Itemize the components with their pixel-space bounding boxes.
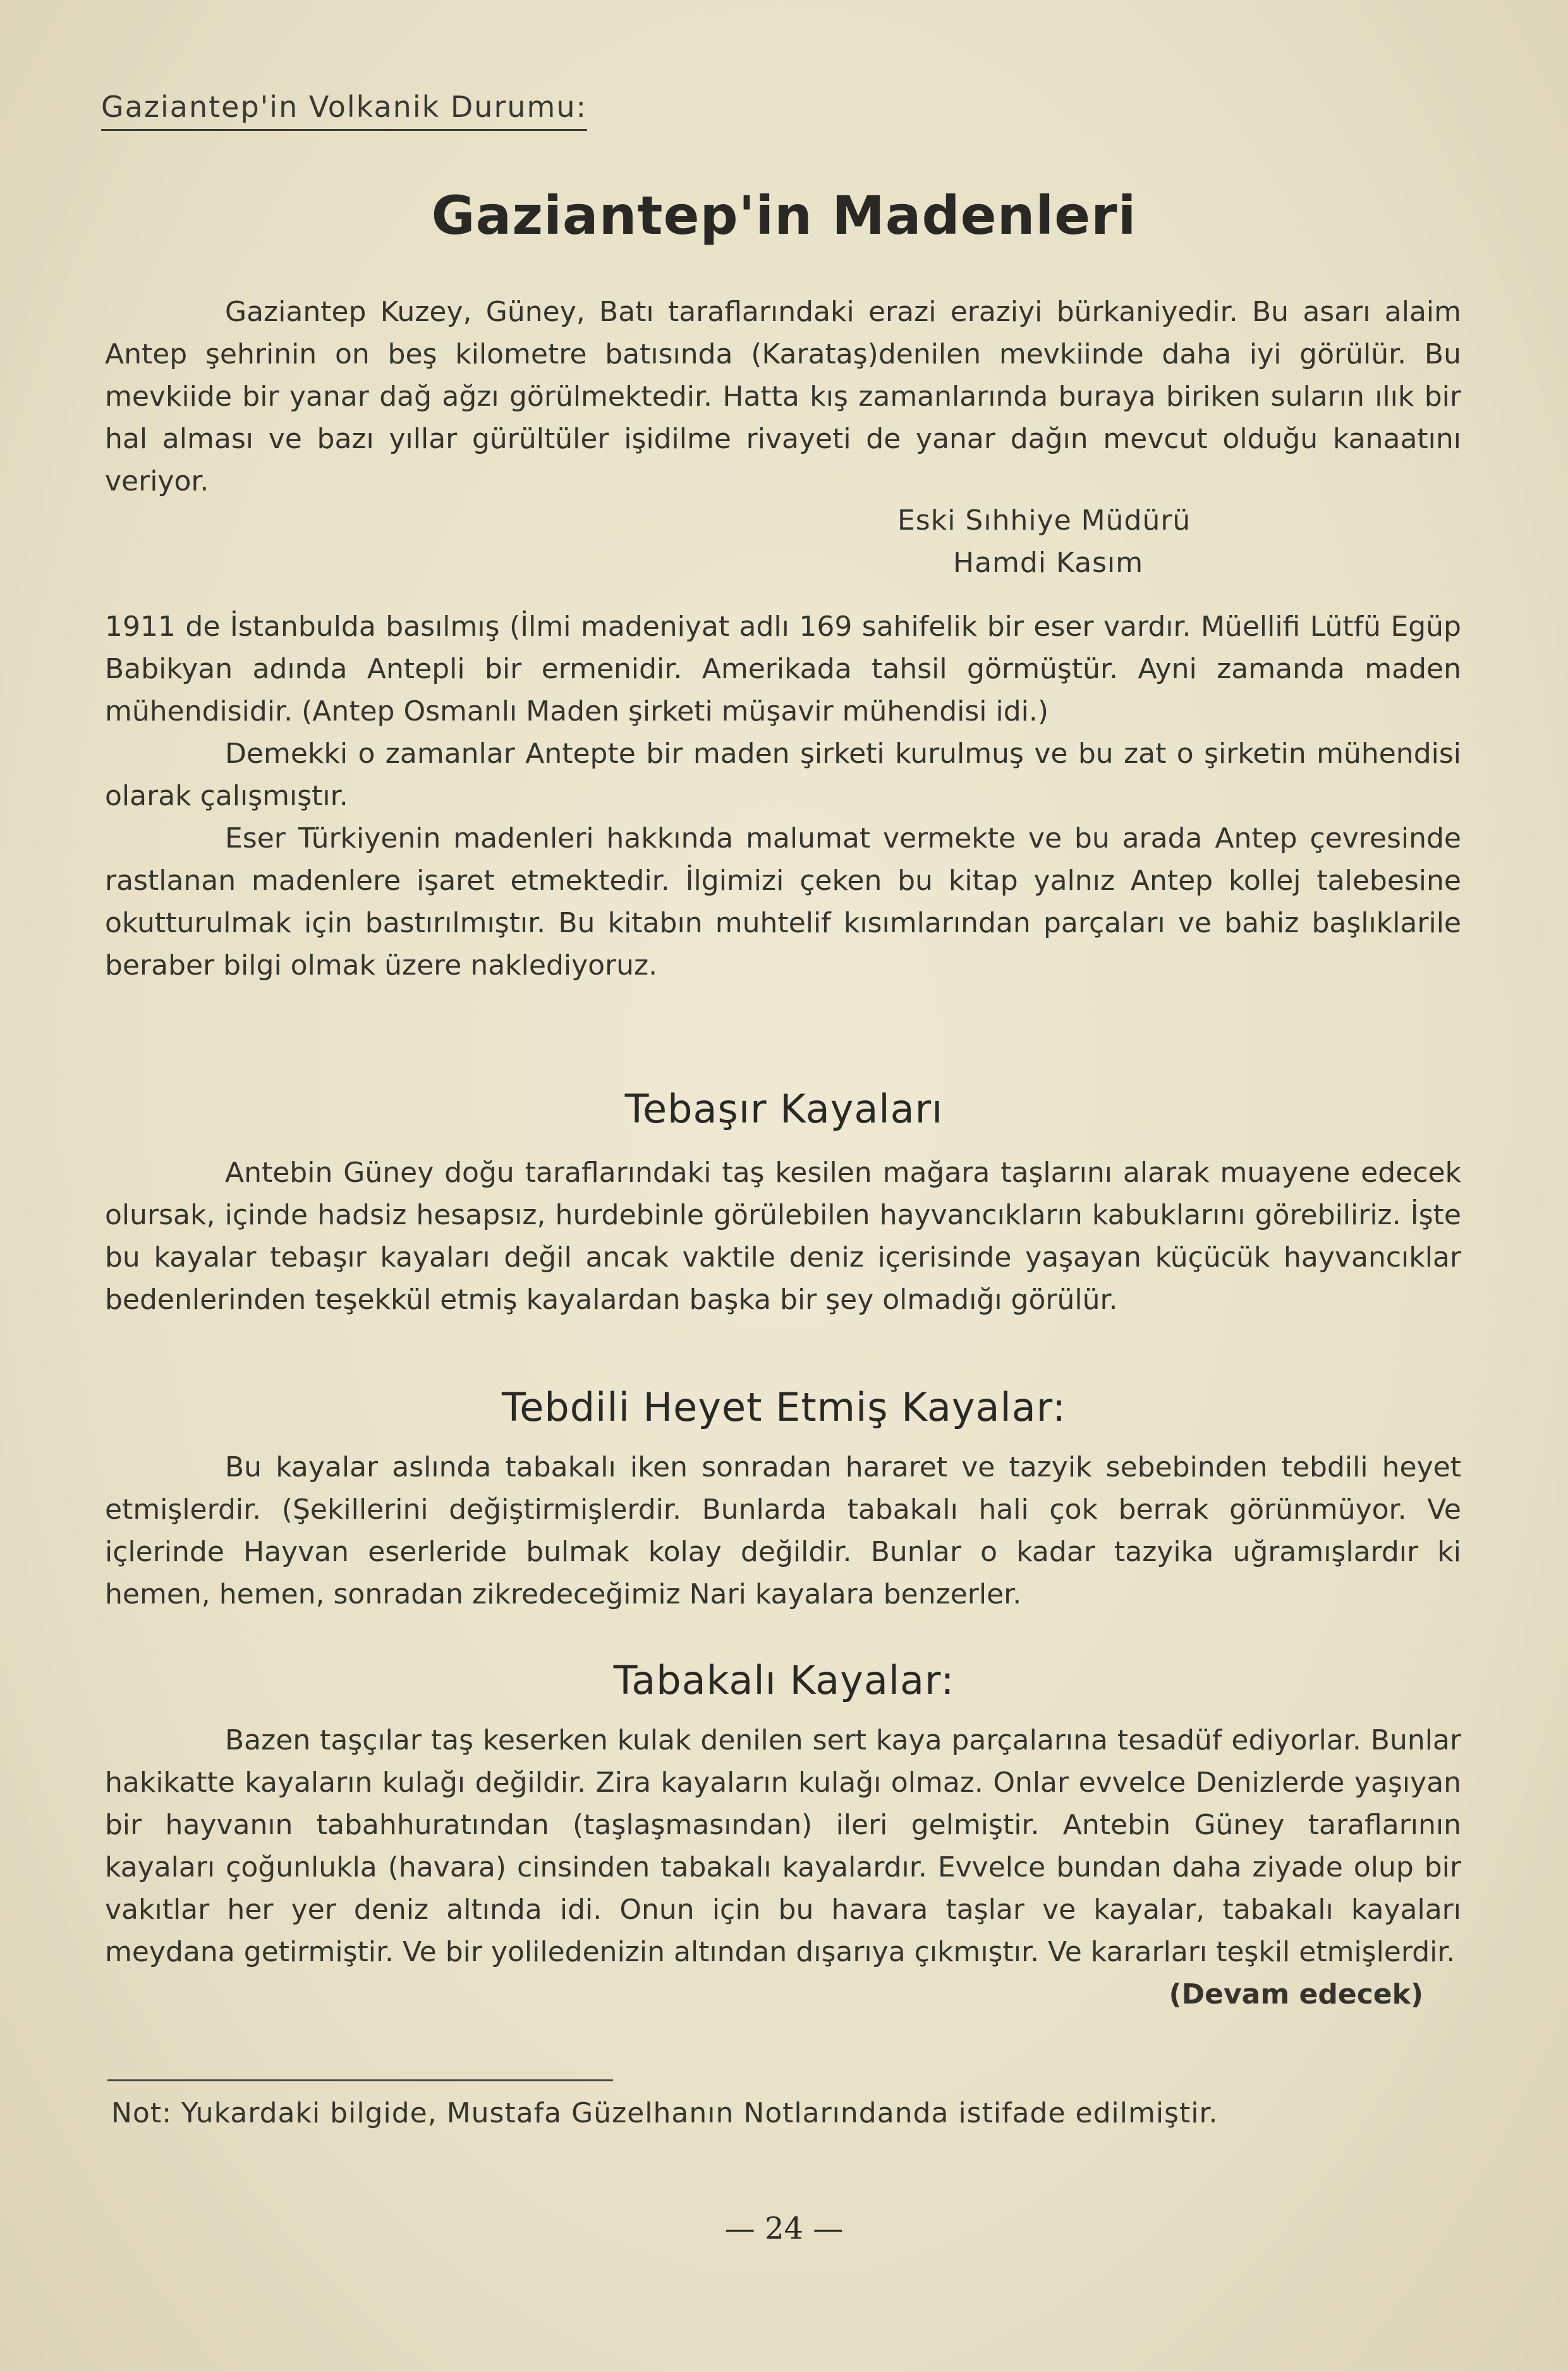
section-heading-tebdili-heyet: Tebdili Heyet Etmiş Kayalar: bbox=[501, 1384, 1067, 1430]
section-text-block bbox=[105, 1152, 1461, 1321]
section-text-block bbox=[105, 1719, 1461, 2016]
signature-name: Hamdi Kasım bbox=[953, 547, 1144, 579]
article-title: Gaziantep'in Madenleri bbox=[431, 185, 1137, 246]
running-head: Gaziantep'in Volkanik Durumu: bbox=[101, 90, 587, 131]
intro-paragraph: Gaziantep Kuzey, Güney, Batı taraflarındaki erazi eraziyi bürkaniyedir. Bu asarı alaim Antep şehrinin on beş kilometre batısında (Karataş)denilen mevkiinde daha iyi görülür. Bu mevkiide bir yanar dağ ağzı görülmektedir. Hatta kış zamanlarında buraya biriken suların ılık bir hal alması ve bazı yıllar gürültüler işidilme rivayeti de yanar dağın mevcut olduğu kanaatını veriyor. bbox=[105, 296, 1461, 497]
book-paragraph: Demekki o zamanlar Antepte bir maden şirketi kurulmuş ve bu zat o şirketin mühendisi olarak çalışmıştır. bbox=[105, 738, 1461, 812]
section-text-tabakali bbox=[105, 1719, 1461, 2010]
section-text-block bbox=[105, 1446, 1461, 1615]
footnote-divider bbox=[107, 2079, 613, 2081]
section-heading-tebasir: Tebaşır Kayaları bbox=[624, 1086, 944, 1132]
page-number: — 24 — bbox=[724, 2211, 844, 2246]
section-text-tebasir: Antebin Güney doğu taraflarındaki taş kesilen mağara taşlarını alarak muayene edecek olursak, içinde hadsiz hesapsız, hurdebinle görülebilen hayvancıkların kabuklarını görebiliriz. İşte bu kayalar tebaşır kayaları değil ancak vaktile deniz içerisinde yaşayan küçücük hayvancıklar bedenlerinden teşekkül etmiş kayalardan başka bir şey olmadığı görülür. bbox=[105, 1157, 1461, 1316]
book-paragraph: 1911 de İstanbulda basılmış (İlmi madeniyat adlı 169 sahifelik bir eser vardır. Müellifi Lütfü Egüp Babikyan adında Antepli bir ermenidir. Amerikada tahsil görmüştür. Ayni zamanda maden mühendisidir. (Antep Osmanlı Maden şirketi müşavir mühendisi idi.) bbox=[105, 611, 1461, 727]
book-paragraphs-block bbox=[105, 605, 1461, 987]
continued-note: (Devam edecek) bbox=[1169, 1978, 1423, 2010]
footnote: Not: Yukardaki bilgide, Mustafa Güzelhanın Notlarındanda istifade edilmiştir. bbox=[111, 2097, 1219, 2129]
book-paragraph: Eser Türkiyenin madenleri hakkında malumat vermekte ve bu arada Antep çevresinde rastlanan madenlere işaret etmektedir. İlgimizi çeken bu kitap yalnız Antep kollej talebesine okutturulmak için bastırılmıştır. Bu kitabın muhtelif kısımlarından parçaları ve bahiz başlıklarile beraber bilgi olmak üzere naklediyoruz. bbox=[105, 822, 1461, 982]
signature-title: Eski Sıhhiye Müdürü bbox=[897, 504, 1191, 537]
section-heading-tabakali: Tabakalı Kayalar: bbox=[613, 1657, 955, 1703]
section-text-tabakali-body: Bazen taşçılar taş keserken kulak denilen sert kaya parçalarına tesadüf ediyorlar. Bunlar hakikatte kayaların kulağı değildir. Zira kayaların kulağı olmaz. Onlar evvelce Denizlerde yaşıyan bir hayvanın tabahhuratından (taşlaşmasından) ileri gelmiştir. Antebin Güney taraflarının kayaları çoğunlukla (havara) cinsinden tabakalı kayalardır. Evvelce bundan daha ziyade olup bir vakıtlar her yer deniz altında idi. Onun için bu havara taşlar ve kayalar, tabakalı kayaları meydana getirmiştir. Ve bir yoliledenizin altından dışarıya çıkmıştır. Ve kararları teşkil etmişlerdir. bbox=[105, 1724, 1461, 1968]
section-text-tebdili-heyet: Bu kayalar aslında tabakalı iken sonradan hararet ve tazyik sebebinden tebdili heyet etmişlerdir. (Şekillerini değiştirmişlerdir. Bunlarda tabakalı hali çok berrak görünmüyor. Ve içlerinde Hayvan eserleride bulmak kolay değildir. Bunlar o kadar tazyika uğramışlardır ki hemen, hemen, sonradan zikredeceğimiz Nari kayalara benzerler. bbox=[105, 1451, 1461, 1610]
intro-paragraph-block bbox=[105, 291, 1461, 502]
